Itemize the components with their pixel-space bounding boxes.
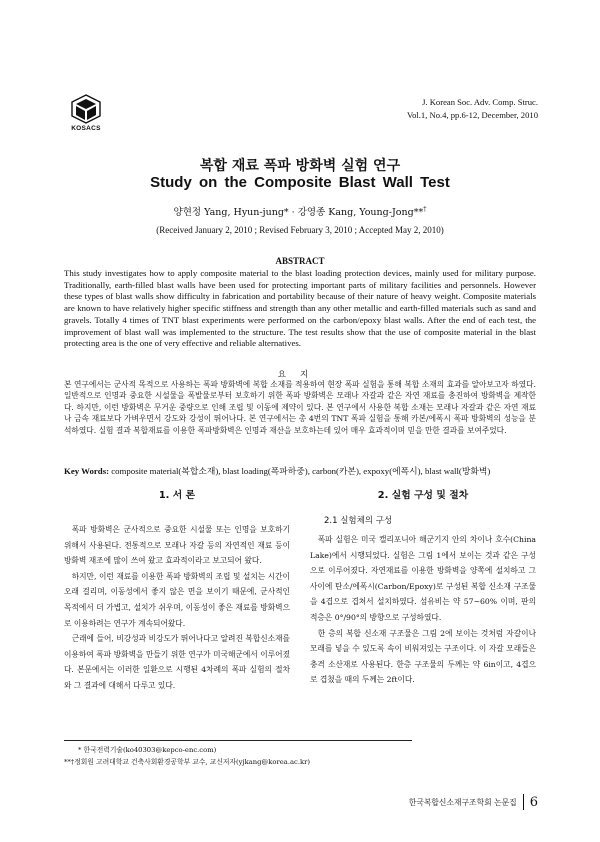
introduction-column [64, 522, 290, 694]
setup-paragraph: 폭파 실험은 미국 캘리포니아 해군기지 안의 차이나 호수(China Lake)에서 시행되었다. 실험은 그림 1에서 보이는 것과 같은 구성으로 이루어졌다. 자연재료를 이용한 방화벽을 양쪽에 설치하고 그 사이에 탄소/에폭시(Carbon/Epoxy)로 구성된 복합 신소재 구조물을 4겹으로 겹쳐서 설치하였다. 섬유비는 약 57~60% 이며, 판의 적층은 0°/90°의 방향으로 구성하였다. [310, 535, 536, 622]
section-heading-experiment: 2. 실험 구성 및 절차 [377, 490, 469, 501]
keywords [64, 464, 544, 477]
journal-info [407, 96, 538, 122]
received-dates: (Received January 2, 2010 ; Revised February 3, 2010 ; Accepted May 2, 2010) [156, 225, 444, 235]
keywords-label: Key Words: [64, 466, 110, 476]
intro-paragraph: 하지만, 이런 재료를 이용한 폭파 방화벽의 조립 및 설치는 시간이 오래 걸리며, 이동성에서 좋지 않은 면을 보이기 때문에, 군사적인 목적에서 더 가볍고, 설치가 쉬우며, 이동성이 좋은 재료를 방화벽으로 이용하려는 연구가 계속되어왔다. [64, 571, 290, 628]
setup-paragraph: 한 층의 복합 신소재 구조물은 그림 2에 보이는 것처럼 자갈이나 모래를 넣을 수 있도록 속이 비워져있는 구조이다. 이 자갈 모래들은 충격 소산재로 사용된다. 한층 구조물의 두께는 약 6in이고, 4겹으로 겹쳤을 때의 두께는 2ft이다. [310, 628, 536, 685]
abstract-heading: ABSTRACT [275, 256, 325, 266]
abstract-body: This study investigates how to apply composite material to the blast loading protection devices, mainly used for military purpose. Traditionally, earth-filled blast walls have been used for protecting important parts of military facilities and personnels. However these types of blast walls show difficulty in fabrication and portability because of their nature of heavy weight. Composite materials are known to have relatively higher specific stiffness and strength than any other metallic and earth-filled materials such as sand and gravels. Totally 4 times of TNT blast experiments were performed on the carbon/epoxy blast walls. After the end of each test, the improvement of blast wall was implemented to the structure. The test results show that the use of composite material in the blast protecting area is the one of very effective and reliable alternatives. [64, 268, 536, 349]
korean-abstract-body: 본 연구에서는 군사적 목적으로 사용하는 폭파 방화벽에 복합 소재를 적용하여 현장 폭파 실험을 통해 복합 소재의 효과를 알아보고자 하였다. 일반적으로 인명과 중요한 시설물을 폭발물로부터 보호하기 위한 폭파 방화벽은 모래나 자갈과 같은 자연 재료를 충진하여 방화벽을 제작한다. 하지만, 이런 방화벽은 무거운 중량으로 인해 조립 및 이동에 제약이 있다. 본 연구에서 사용한 복합 소재는 모래나 자갈과 같은 자연 재료나 금속 재료보다 가벼우면서 강도와 강성이 뛰어나다. 본 연구에서는 총 4번의 TNT 폭파 실험을 통해 카본/에폭시 폭파 방화벽의 성능을 분석하였다. 실험 결과 복합재료를 이용한 폭파방화벽은 인명과 재산을 보호하는데 있어 매우 효과적이며 믿을 만한 결과를 보여주었다. [64, 380, 536, 435]
journal-volume: Vol.1, No.4, pp.6-12, December, 2010 [406, 110, 538, 120]
footnote-2: **†정회원 고려대학교 건축사회환경공학부 교수, 교신저자(yjkang@korea.ac.kr) [64, 758, 311, 766]
footnotes [64, 744, 310, 768]
intro-paragraph: 근래에 들어, 비강성과 비강도가 뛰어나다고 알려진 복합신소재를 이용하여 폭파 방화벽을 만들기 위한 연구가 미국해군에서 이루어졌다. 본문에서는 이러한 일환으로 시행된 4차례의 폭파 실험의 절차와 그 결과에 대해서 다루고 있다. [64, 634, 290, 690]
title-korean: 복합 재료 폭파 방화벽 실험 연구 [199, 158, 401, 174]
keywords-text: composite material(복합소재), blast loading(폭파하중), carbon(카본), expoxy(에폭시), blast wall(방화벽) [111, 466, 491, 476]
kosacs-logo [66, 94, 106, 132]
author-separator: · [288, 207, 298, 218]
page-footer [409, 794, 538, 810]
section-heading-introduction: 1. 서 론 [158, 490, 196, 501]
title-english: Study on the Composite Blast Wall Test [150, 174, 450, 191]
footer-journal-label: 한국복합신소재구조학회 논문집 [408, 797, 517, 807]
kosacs-emblem-icon [69, 94, 103, 124]
intro-paragraph: 폭파 방화벽은 군사적으로 중요한 시설물 또는 인명을 보호하기 위해서 사용된다. 전통적으로 모래나 자갈 등의 자연적인 재료 등이 방화벽 재조에 많이 쓰여 왔고 효과적이라고 보고되어 왔다. [64, 525, 290, 566]
korean-abstract-heading: 요지 [277, 370, 323, 380]
authors [0, 204, 600, 218]
author-2: 강영종 Kang, Young-Jong** [297, 207, 424, 218]
corresponding-mark: † [423, 204, 427, 213]
subsection-heading-specimen: 2.1 실험체의 구성 [324, 516, 393, 526]
footnote-divider [64, 740, 412, 741]
footer-divider [523, 794, 524, 810]
logo-text: KOSACS [71, 125, 101, 132]
page-number: 6 [529, 794, 538, 810]
footnote-1: * 한국전력기술(ko40303@kepco-enc.com) [78, 746, 217, 754]
experiment-column [310, 532, 536, 688]
journal-name: J. Korean Soc. Adv. Comp. Struc. [422, 97, 538, 107]
author-1: 양현정 Yang, Hyun-jung* [173, 207, 289, 218]
